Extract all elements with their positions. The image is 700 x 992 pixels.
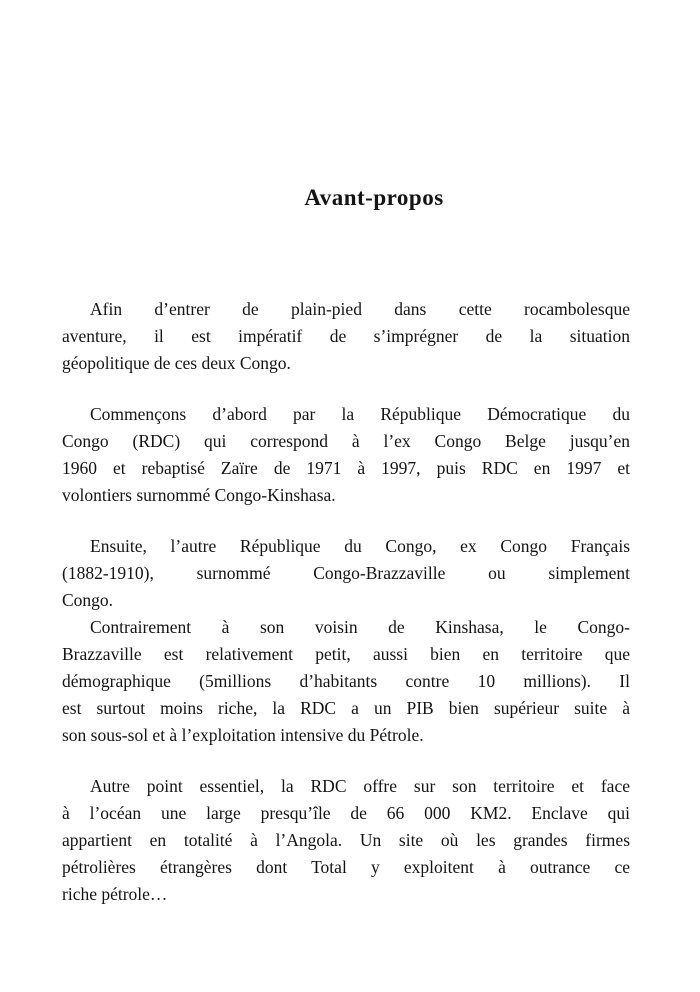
paragraph	[62, 533, 630, 614]
text-line: démographique (5millions d’habitants contre 10 millions). Il	[62, 671, 630, 691]
book-page	[0, 185, 700, 992]
text-line: appartient en totalité à l’Angola. Un site où les grandes firmes	[62, 830, 630, 850]
text-line: (1882-1910), surnommé Congo-Brazzaville ou simplement	[62, 563, 630, 583]
text-line: géopolitique de ces deux Congo.	[62, 353, 291, 373]
text-line: Contrairement à son voisin de Kinshasa, le Congo-	[90, 617, 630, 637]
paragraph	[62, 614, 630, 749]
text-line: est surtout moins riche, la RDC a un PIB bien supérieur suite à	[62, 698, 630, 718]
text-line: riche pétrole…	[62, 884, 168, 904]
text-line: son sous-sol et à l’exploitation intensive du Pétrole.	[62, 725, 424, 745]
text-line: à l’océan une large presqu’île de 66 000 KM2. Enclave qui	[62, 803, 630, 823]
text-line: 1960 et rebaptisé Zaïre de 1971 à 1997, puis RDC en 1997 et	[62, 458, 630, 478]
text-line: Commençons d’abord par la République Démocratique du	[90, 404, 630, 424]
page-body	[62, 296, 630, 908]
text-line: Afin d’entrer de plain-pied dans cette rocambolesque	[90, 299, 630, 319]
text-line: pétrolières étrangères dont Total y exploitent à outrance ce	[62, 857, 630, 877]
text-line: Ensuite, l’autre République du Congo, ex Congo Français	[90, 536, 630, 556]
text-line: Congo.	[62, 590, 114, 610]
paragraph	[62, 401, 630, 509]
text-line: Congo (RDC) qui correspond à l’ex Congo Belge jusqu’en	[62, 431, 630, 451]
paragraph	[62, 296, 630, 377]
text-line: Brazzaville est relativement petit, aussi bien en territoire que	[62, 644, 630, 664]
text-line: Autre point essentiel, la RDC offre sur son territoire et face	[90, 776, 630, 796]
paragraph	[62, 773, 630, 908]
page-title: Avant-propos	[304, 185, 444, 210]
text-line: volontiers surnommé Congo-Kinshasa.	[62, 485, 336, 505]
text-line: aventure, il est impératif de s’imprégner de la situation	[62, 326, 630, 346]
